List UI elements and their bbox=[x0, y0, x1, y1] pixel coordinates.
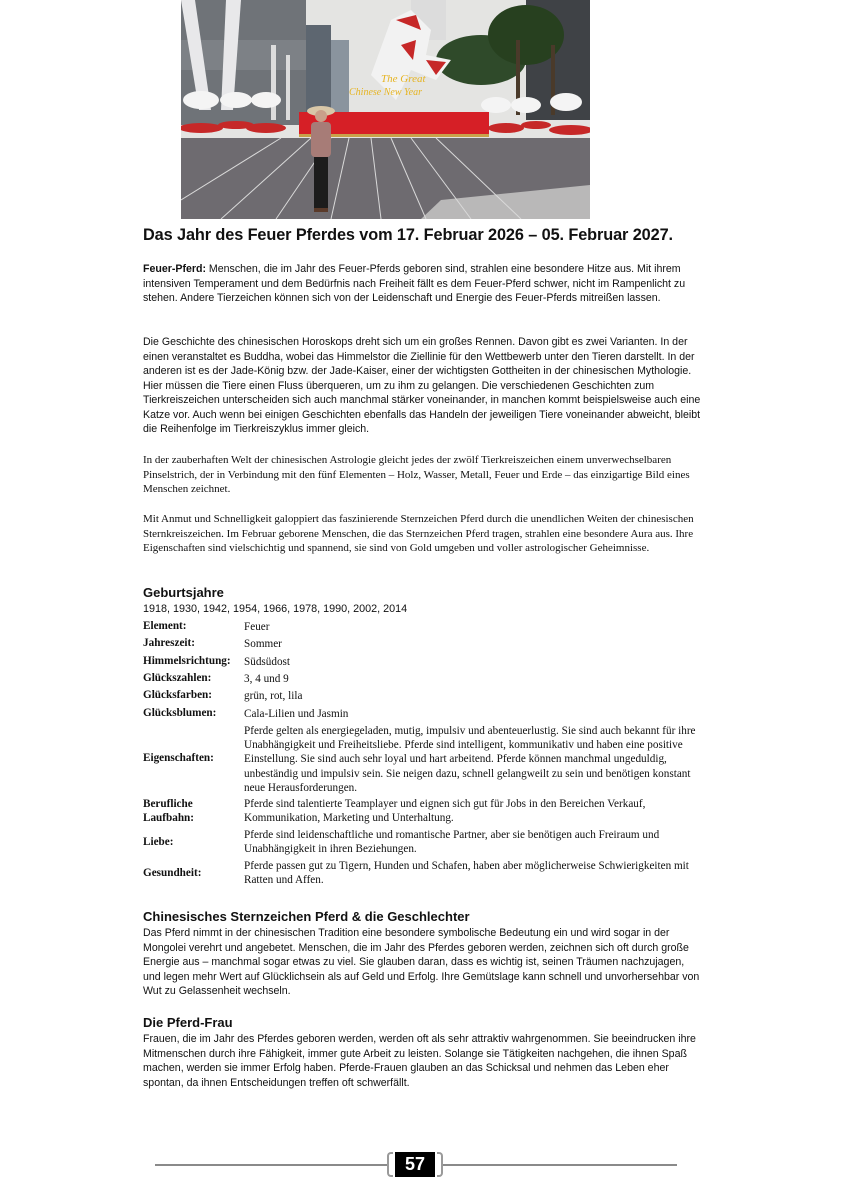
page-number-badge bbox=[387, 1150, 443, 1180]
attribute-key: Glückszahlen: bbox=[143, 672, 212, 684]
intro-text: Menschen, die im Jahr des Feuer-Pferds geboren sind, strahlen eine besondere Hitze aus. Mit ihrem intensiven Temperament und dem Bedürfnis nach Freiheit fällt es dem Feuer-Pferd schwer, nicht im Rampenlicht zu stehen. Andere Tierzeichen können sich von der Leidenschaft und Energie des Feuer-Pferds mitreißen lassen. bbox=[143, 263, 686, 304]
attribute-value: Cala-Lilien und Jasmin bbox=[244, 708, 349, 720]
attribute-key bbox=[143, 797, 194, 825]
attribute-value: Pferde sind talentierte Teamplayer und eignen sich gut für Jobs in den Bereichen Verkauf, Kommunikation, Marketing und Unterhaltung. bbox=[244, 798, 646, 825]
story-paragraph: Die Geschichte des chinesischen Horoskops dreht sich um ein großes Rennen. Davon gibt es zwei Varianten. In der einen veranstaltet es Buddha, wobei das Himmelstor die Ziellinie für den Wettbewerb unter den Tieren darstellt. In der anderen ist es der Jade-König bzw. der Jade-Kaiser, einer der wichtigsten Gottheiten in der chinesischen Mythologie. Hier müssen die Tiere einen Fluss überqueren, um zu ihm zu gelangen. Die verschiedenen Geschichten zum Tierkreiszeichen unterscheiden sich auch manchmal stärker voneinander, in manchen kommt beispielsweise auch eine Katze vor. Auch wenn bei einigen Geschichten ebenfalls das Handeln der jeweiligen Tiere voneinander abweicht, bleibt die Reihenfolge im Tierkreiszyklus immer gleich. bbox=[143, 336, 701, 435]
footer-rule-left bbox=[155, 1164, 388, 1166]
attribute-value: Feuer bbox=[244, 621, 270, 633]
attribute-value: 3, 4 und 9 bbox=[244, 673, 289, 685]
birth-years-list: 1918, 1930, 1942, 1954, 1966, 1978, 1990, 2002, 2014 bbox=[143, 603, 408, 615]
sign-text-line2: Chinese New Year bbox=[349, 87, 422, 98]
attribute-value: Sommer bbox=[244, 638, 282, 650]
photo-illustration bbox=[181, 0, 590, 219]
attribute-key: Glücksfarben: bbox=[143, 689, 212, 701]
birth-years-heading: Geburtsjahre bbox=[143, 585, 224, 600]
attribute-value: Pferde passen gut zu Tigern, Hunden und Schafen, haben aber möglicherweise Schwierigkeiten mit Ratten und Affen. bbox=[244, 860, 689, 887]
genders-paragraph: Das Pferd nimmt in der chinesischen Tradition eine besondere symbolische Bedeutung ein und wird sogar in der Mongolei verehrt und angebetet. Menschen, die im Jahr des Pferdes geboren werden, zeichnen sich oft durch große Energie aus – manchmal sogar etwas zu viel. Sie glauben daran, dass es wichtig ist, seinen Träumen nachzujagen, und legen mehr Wert auf Glücklichsein als auf Geld und Erfolg. Ihre Gemütslage kann schnell und unvorhersehbar von Wut zu Gelassenheit wechseln. bbox=[143, 927, 700, 997]
horse-sign-paragraph: Mit Anmut und Schnelligkeit galoppiert das faszinierende Sternzeichen Pferd durch die unendlichen Weiten der chinesischen Sternkreiszeichen. Im Februar geborene Menschen, die das Sternzeichen Pferd tragen, strahlen eine besondere Aura aus. Ihre Eigenschaften sind vielschichtig und spannend, sie sind von Gold umgeben und voller astrologischer Geheimnisse. bbox=[143, 513, 694, 555]
attribute-key: Jahreszeit: bbox=[143, 637, 195, 649]
footer-rule-right bbox=[442, 1164, 677, 1166]
attribute-key: Element: bbox=[143, 620, 187, 632]
attribute-key: Gesundheit: bbox=[143, 867, 202, 879]
horse-woman-paragraph: Frauen, die im Jahr des Pferdes geboren werden, werden oft als sehr attraktiv wahrgenommen. Sie beeindrucken ihre Mitmenschen durch ihre Fähigkeit, immer gute Arbeit zu leisten. Solange sie Tätigkeiten nachgehen, die ihnen Spaß machen, werden sie immer Erfolg haben. Pferde-Frauen glauben an das Schicksal und nehmen das Leben eher spontan, da ihnen Entscheidungen treffen oft schwerfällt. bbox=[143, 1033, 696, 1089]
intro-label: Feuer-Pferd: bbox=[143, 263, 206, 275]
attribute-value: Pferde sind leidenschaftliche und romantische Partner, aber sie benötigen auch Freiraum und Unabhängigkeit in ihren Beziehungen. bbox=[244, 829, 660, 856]
horse-woman-heading: Die Pferd-Frau bbox=[143, 1015, 233, 1030]
page-title: Das Jahr des Feuer Pferdes vom 17. Februar 2026 – 05. Februar 2027. bbox=[143, 226, 673, 244]
attribute-key-line2: Laufbahn: bbox=[143, 812, 194, 825]
attribute-value: Pferde gelten als energiegeladen, mutig, impulsiv und abenteuerlustig. Sie sind auch bekannt für ihre Unabhängigkeit und Freiheitsliebe. Pferde sind intelligent, kommunikativ und haben eine positive Einstellung. Sie sind auch sehr loyal und hart arbeitend. Pferde können manchmal ungeduldig, unbeständig und impulsiv sein. Sie neigen dazu, schnell gelangweilt zu sein und benötigen konstant neue Herausforderungen. bbox=[244, 725, 696, 794]
astrology-paragraph: In der zauberhaften Welt der chinesischen Astrologie gleicht jedes der zwölf Tierkreiszeichen einem unverwechselbaren Pinselstrich, der in Verbindung mit den fünf Elementen – Holz, Wasser, Metall, Feuer und Erde – das einzigartige Bild eines Menschen zeichnet. bbox=[143, 454, 690, 496]
attribute-key-line1: Berufliche bbox=[143, 798, 193, 810]
attribute-key: Liebe: bbox=[143, 836, 174, 848]
attribute-key: Eigenschaften: bbox=[143, 752, 214, 764]
header-photo bbox=[181, 0, 590, 219]
attribute-value: Südsüdost bbox=[244, 656, 291, 668]
intro-paragraph bbox=[143, 262, 703, 306]
page-number: 57 bbox=[395, 1152, 435, 1177]
attribute-key: Himmelsrichtung: bbox=[143, 655, 231, 667]
attribute-key: Glücksblumen: bbox=[143, 707, 217, 719]
sign-text-line1: The Great bbox=[381, 73, 426, 85]
genders-heading: Chinesisches Sternzeichen Pferd & die Geschlechter bbox=[143, 909, 470, 924]
bracket-left-icon bbox=[387, 1152, 393, 1177]
attribute-value: grün, rot, lila bbox=[244, 690, 303, 702]
bracket-right-icon bbox=[437, 1152, 443, 1177]
